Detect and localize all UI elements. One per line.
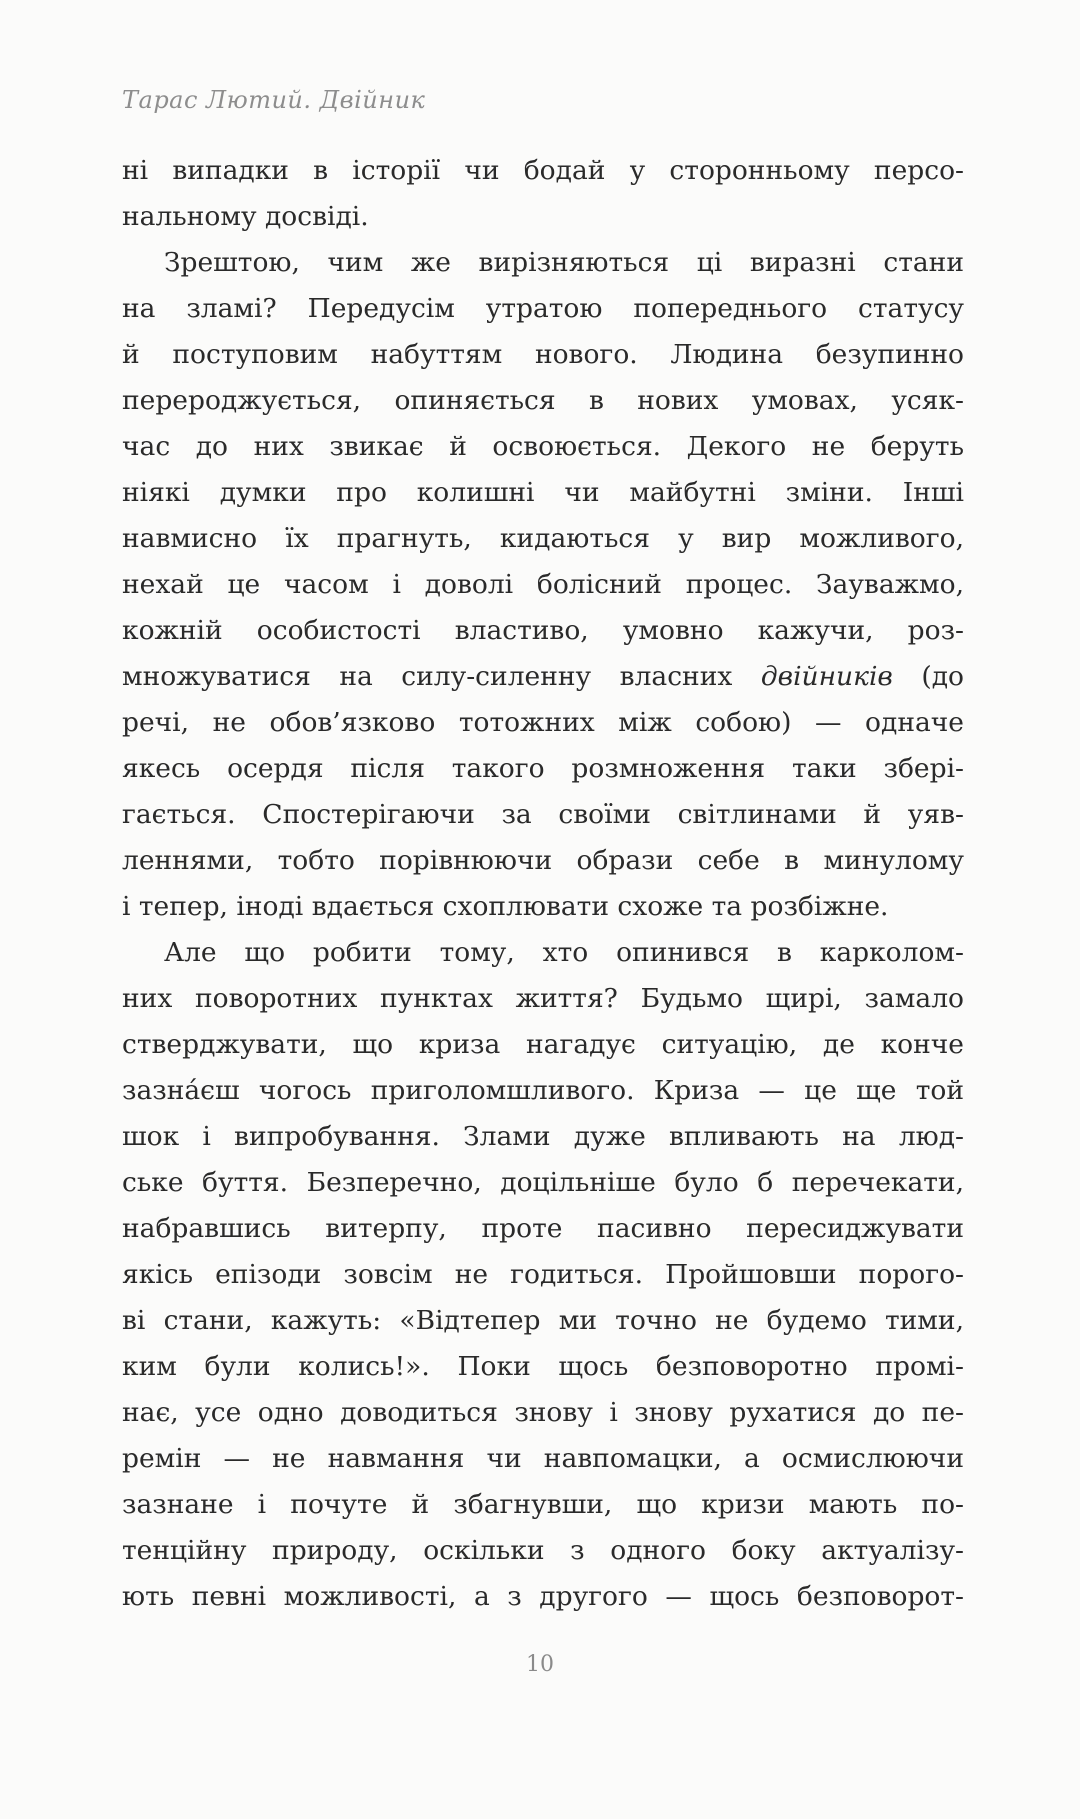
text-line: набравшись витерпу, проте пасивно пересиджувати [122, 1213, 964, 1244]
text-line: кожній особистості властиво, умовно кажучи, роз- [122, 615, 964, 646]
text-line: них поворотних пунктах життя? Будьмо щирі, замало [122, 983, 964, 1014]
text-line: і тепер, іноді вдається схоплювати схоже та розбіжне. [122, 891, 889, 922]
text-line: на зламі? Передусім утратою попереднього статусу [122, 293, 964, 324]
text-line: ві стани, кажуть: «Відтепер ми точно не будемо тими, [122, 1305, 964, 1336]
text-line: якісь епізоди зовсім не годиться. Пройшовши порого- [122, 1259, 964, 1290]
text-line: навмисно їх прагнуть, кидаються у вир можливого, [122, 523, 964, 554]
text-line: якесь осердя після такого розмноження таки збері- [122, 753, 964, 784]
text-line: стверджувати, що криза нагадує ситуацію, де конче [122, 1029, 964, 1060]
text-line [122, 654, 964, 700]
text-line: тенційну природу, оскільки з одного боку актуалізу- [122, 1535, 964, 1566]
text-line: зазнане і почуте й збагнувши, що кризи мають по- [122, 1489, 964, 1520]
text-line: нає, усе одно доводиться знову і знову рухатися до пе- [122, 1397, 964, 1428]
text-line: нехай це часом і доволі болісний процес. Зауважмо, [122, 569, 964, 600]
text-line: Але що робити тому, хто опинився в карколом- [164, 937, 964, 968]
text-line: й поступовим набуттям нового. Людина безупинно [122, 339, 964, 370]
text-line: шок і випробування. Злами дуже впливають на люд- [122, 1121, 964, 1152]
text-line: нальному досвіді. [122, 201, 369, 232]
text-line: леннями, тобто порівнюючи образи себе в минулому [122, 845, 964, 876]
text-line: Зрештою, чим же вирізняються ці виразні стани [164, 247, 964, 278]
text-line: перероджується, опиняється в нових умовах, усяк- [122, 385, 964, 416]
text-line: речі, не обов’язково тотожних між собою) — одначе [122, 707, 964, 738]
running-header: Тарас Лютий. Двійник [122, 86, 426, 114]
text-segment: (до [892, 661, 964, 692]
page-number: 10 [526, 1652, 554, 1677]
text-line: зазна́єш чогось приголомшливого. Криза — це ще той [122, 1075, 964, 1106]
text-segment: множуватися на силу-силенну власних [122, 661, 761, 692]
text-line: гається. Спостерігаючи за своїми світлинами й уяв- [122, 799, 964, 830]
body-text [122, 148, 964, 1620]
text-line: ні випадки в історії чи бодай у сторонньому персо- [122, 155, 964, 186]
text-line: ремін — не навмання чи навпомацки, а осмислюючи [122, 1443, 964, 1474]
text-line: ким були колись!». Поки щось безповоротно промі- [122, 1351, 964, 1382]
text-line: час до них звикає й освоюється. Декого не беруть [122, 431, 964, 462]
italic-term: двійників [760, 661, 893, 692]
text-line: ють певні можливості, а з другого — щось безповорот- [122, 1581, 964, 1612]
text-line: ніякі думки про колишні чи майбутні зміни. Інші [122, 477, 964, 508]
text-line: ське буття. Безперечно, доцільніше було б перечекати, [122, 1167, 964, 1198]
